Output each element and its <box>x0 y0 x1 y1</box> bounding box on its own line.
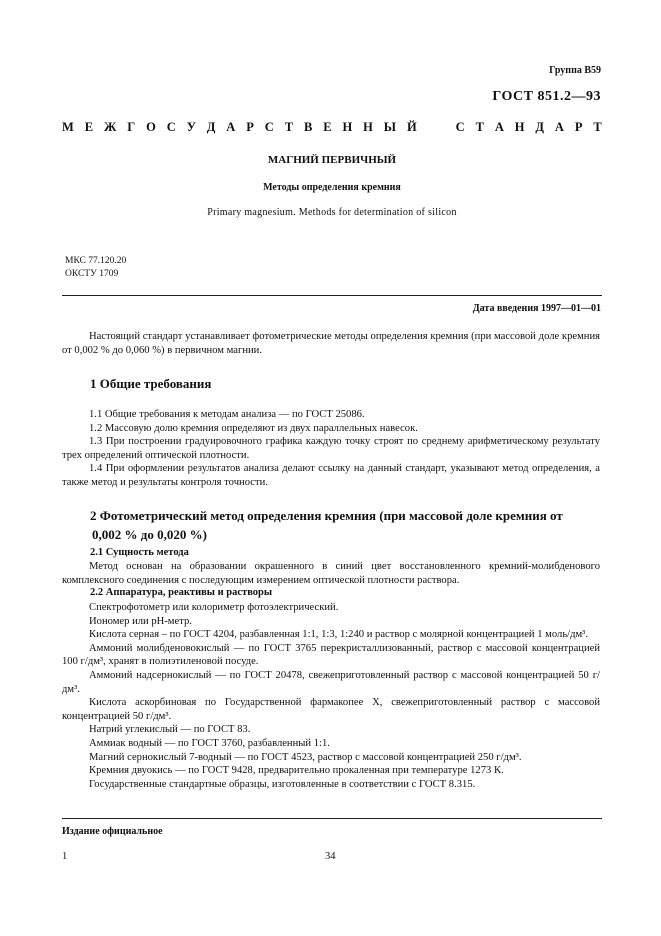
group-code: Группа В59 <box>549 65 601 76</box>
interstate-standard-banner <box>62 120 602 135</box>
banner-letter: Н <box>363 120 373 134</box>
banner-letter: Р <box>246 120 254 134</box>
okstu-code: ОКСТУ 1709 <box>65 269 119 279</box>
banner-letter: С <box>264 120 274 134</box>
banner-letter: С <box>166 120 176 134</box>
clause-1-2: 1.2 Массовую долю кремния определяют из двух параллельных навесок. <box>89 422 418 434</box>
banner-letter: Ы <box>383 120 397 134</box>
page-number-left: 1 <box>62 851 68 862</box>
edition-label: Издание официальное <box>62 826 163 837</box>
subsection-2-2-heading: 2.2 Аппаратура, реактивы и растворы <box>90 587 273 598</box>
banner-letter: Ж <box>103 120 117 134</box>
gost-number: ГОСТ 851.2—93 <box>492 89 601 104</box>
reagent-item: Спектрофотометр или колориметр фотоэлектрический. <box>89 602 339 613</box>
subsection-2-1-text: Метод основан на образовании окрашенного в синий цвет восстановленного кремний-молибденового комплексного соединения с последующим измерением оптической плотности раствора. <box>62 561 600 586</box>
banner-letter: А <box>226 120 236 134</box>
banner-letter: Д <box>535 120 545 134</box>
reagent-item: Аммиак водный — по ГОСТ 3760, разбавленный 1:1. <box>89 737 330 749</box>
banner-letter: Е <box>323 120 332 134</box>
section-1-body <box>62 408 600 490</box>
section-2-heading-line2: 0,002 % до 0,020 %) <box>92 527 207 542</box>
banner-letter: А <box>554 120 564 134</box>
reagent-item: Государственные стандартные образцы, изготовленные в соответствии с ГОСТ 8.315. <box>89 778 476 790</box>
reagent-item: Аммоний надсернокислый — по ГОСТ 20478, свежеприготовленный раствор с массовой концентрацией 50 г/дм³. <box>62 669 600 695</box>
introduction-date: Дата введения 1997—01—01 <box>472 303 601 314</box>
banner-letter <box>442 120 445 135</box>
subsection-2-2-list <box>62 601 600 791</box>
subsection-2-1-heading: 2.1 Сущность метода <box>90 547 189 558</box>
intro-paragraph: Настоящий стандарт устанавливает фотометрические методы определения кремния (при массовой доле кремния от 0,002 % до 0,060 %) в первичном магнии. <box>62 331 600 356</box>
reagent-item: Натрий углекислый — по ГОСТ 83. <box>89 724 251 736</box>
banner-letter: Г <box>127 120 136 134</box>
section-2-heading-line1: 2 Фотометрический метод определения кремния (при массовой доле кремния от <box>90 508 563 523</box>
banner-letter: Е <box>84 120 94 134</box>
clause-1-3: 1.3 При построении градуировочного графика каждую точку строят по среднему арифметическому результату трех определений оптической плотности. <box>62 436 600 461</box>
banner-letter: Р <box>574 120 583 134</box>
banner-letter: Й <box>406 120 417 134</box>
banner-letter: Т <box>284 120 294 134</box>
reagent-item: Кремния двуокись — по ГОСТ 9428, предварительно прокаленная при температуре 1273 К. <box>89 765 504 777</box>
clause-1-1: 1.1 Общие требования к методам анализа — по ГОСТ 25086. <box>89 409 365 420</box>
reagent-item: Аммоний молибденовокислый — по ГОСТ 3765 перекристаллизованный, раствор с массовой концентрацией 100 г/дм³, хранят в полиэтиленовой посуде. <box>62 642 600 668</box>
english-title: Primary magnesium. Methods for determination of silicon <box>207 207 457 218</box>
reagent-item: Кислота аскорбиновая по Государственной фармакопее X, свежеприготовленный раствор с массовой концентрацией 50 г/дм³. <box>62 697 600 722</box>
banner-letter: В <box>303 120 313 134</box>
banner-letter: Д <box>206 120 216 134</box>
section-1-heading: 1 Общие требования <box>90 376 212 391</box>
page-number-center: 34 <box>325 851 336 862</box>
reagent-item: Иономер или рН-метр. <box>89 615 192 627</box>
header-divider <box>62 295 602 296</box>
classification-codes <box>65 255 126 281</box>
document-title: МАГНИЙ ПЕРВИЧНЫЙ <box>267 154 397 166</box>
mks-code: МКС 77.120.20 <box>65 256 127 266</box>
banner-letter: С <box>455 120 465 134</box>
reagent-item: Магний сернокислый 7-водный — по ГОСТ 4523, раствор с массовой концентрацией 250 г/дм³. <box>89 751 522 763</box>
banner-letter: Т <box>593 120 602 134</box>
banner-letter: Н <box>514 120 525 134</box>
banner-letter: М <box>62 120 74 134</box>
reagent-item: Кислота серная – по ГОСТ 4204, разбавленная 1:1, 1:3, 1:240 и раствор с молярной концентрацией 1 моль/дм³. <box>89 629 589 641</box>
banner-letter: Т <box>475 120 484 134</box>
clause-1-4: 1.4 При оформлении результатов анализа делают ссылку на данный стандарт, указывают метод определения, а также метод и результаты контроля точности. <box>62 463 600 488</box>
section-2-heading <box>90 506 600 544</box>
banner-letter: Н <box>342 120 353 134</box>
banner-letter <box>428 120 431 135</box>
footer-divider <box>62 818 602 819</box>
banner-letter: У <box>186 120 196 134</box>
banner-letter: О <box>146 120 156 134</box>
document-subtitle: Методы определения кремния <box>263 182 401 193</box>
banner-letter: А <box>494 120 504 134</box>
